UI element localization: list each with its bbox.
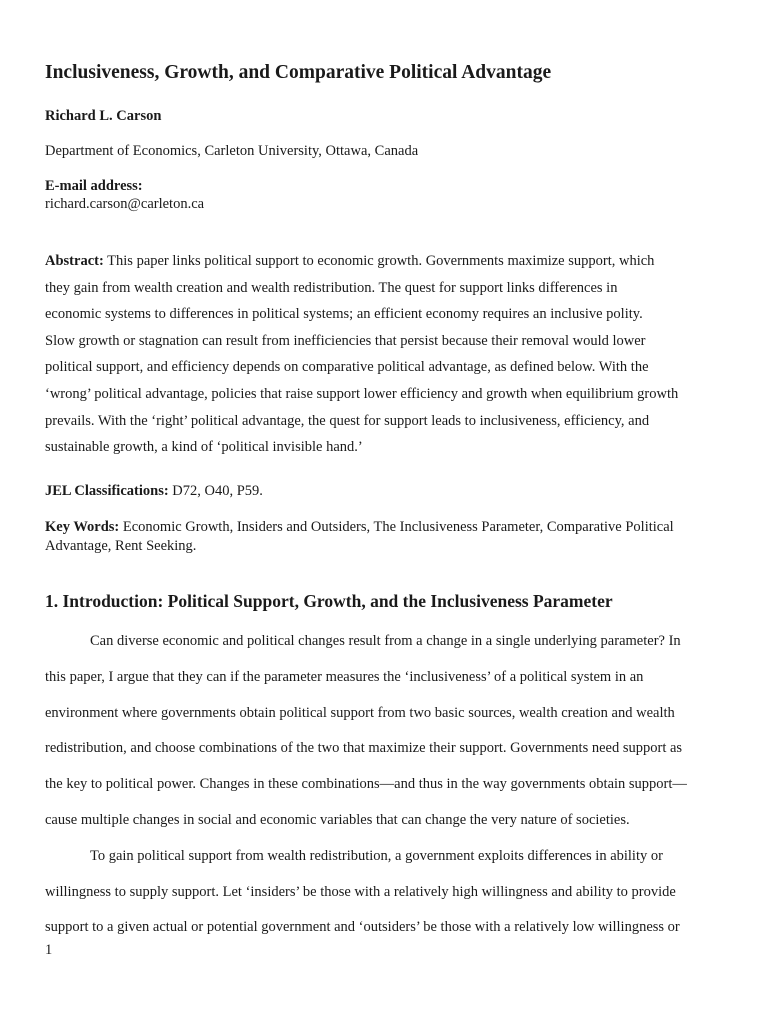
abstract-line: ‘wrong’ political advantage, policies that raise support lower efficiency and growth when equilibrium growth (45, 385, 679, 402)
key-words-line: Economic Growth, Insiders and Outsiders, The Inclusiveness Parameter, Comparative Political (119, 519, 674, 535)
section-heading: 1. Introduction: Political Support, Growth, and the Inclusiveness Parameter (45, 591, 613, 611)
abstract-line: Abstract: This paper links political support to economic growth. Governments maximize support, which (45, 253, 655, 269)
body-line: willingness to supply support. Let ‘insiders’ be those with a relatively high willingness and ability to provide (45, 883, 676, 900)
abstract-label: Abstract: (45, 253, 104, 269)
key-words (45, 518, 725, 555)
abstract-line: political support, and efficiency depends on comparative political advantage, as defined below. With the (45, 359, 649, 376)
body-line: redistribution, and choose combinations of the two that maximize their support. Governments need support as (45, 740, 683, 757)
body-line: the key to political power. Changes in these combinations—and thus in the way governments obtain support— (45, 776, 687, 793)
page-number: 1 (45, 942, 53, 958)
author-affiliation: Department of Economics, Carleton University, Ottawa, Canada (45, 143, 419, 159)
jel-label: JEL Classifications: (45, 483, 169, 499)
email-label: E-mail address: (45, 178, 143, 194)
email-address[interactable]: richard.carson@carleton.ca (45, 196, 205, 212)
paper-title: Inclusiveness, Growth, and Comparative Political Advantage (45, 62, 552, 83)
abstract-line: Slow growth or stagnation can result from inefficiencies that persist because their removal would lower (45, 332, 646, 349)
abstract-line: prevails. With the ‘right’ political advantage, the quest for support leads to inclusiveness, efficiency, and (45, 412, 650, 429)
body-text (45, 624, 725, 946)
author-name: Richard L. Carson (45, 108, 162, 124)
body-line: cause multiple changes in social and economic variables that can change the very nature of societies. (45, 811, 630, 828)
abstract (45, 248, 725, 461)
abstract-line: sustainable growth, a kind of ‘political invisible hand.’ (45, 439, 363, 456)
abstract-line: economic systems to differences in political systems; an efficient economy requires an inclusive polity. (45, 306, 643, 323)
key-words-line: Advantage, Rent Seeking. (45, 537, 197, 554)
body-line: Can diverse economic and political changes result from a change in a single underlying parameter? In (90, 633, 681, 649)
body-line: support to a given actual or potential government and ‘outsiders’ be those with a relatively low willingness or (45, 919, 680, 936)
jel-classifications (45, 483, 263, 500)
body-line: To gain political support from wealth redistribution, a government exploits differences in ability or (90, 847, 663, 864)
key-words-label: Key Words: (45, 519, 120, 535)
jel-value: D72, O40, P59. (168, 483, 263, 499)
abstract-line: they gain from wealth creation and wealth redistribution. The quest for support links differences in (45, 279, 618, 296)
body-line: this paper, I argue that they can if the parameter measures the ‘inclusiveness’ of a political system in an (45, 668, 644, 685)
body-line: environment where governments obtain political support from two basic sources, wealth creation and wealth (45, 704, 675, 721)
